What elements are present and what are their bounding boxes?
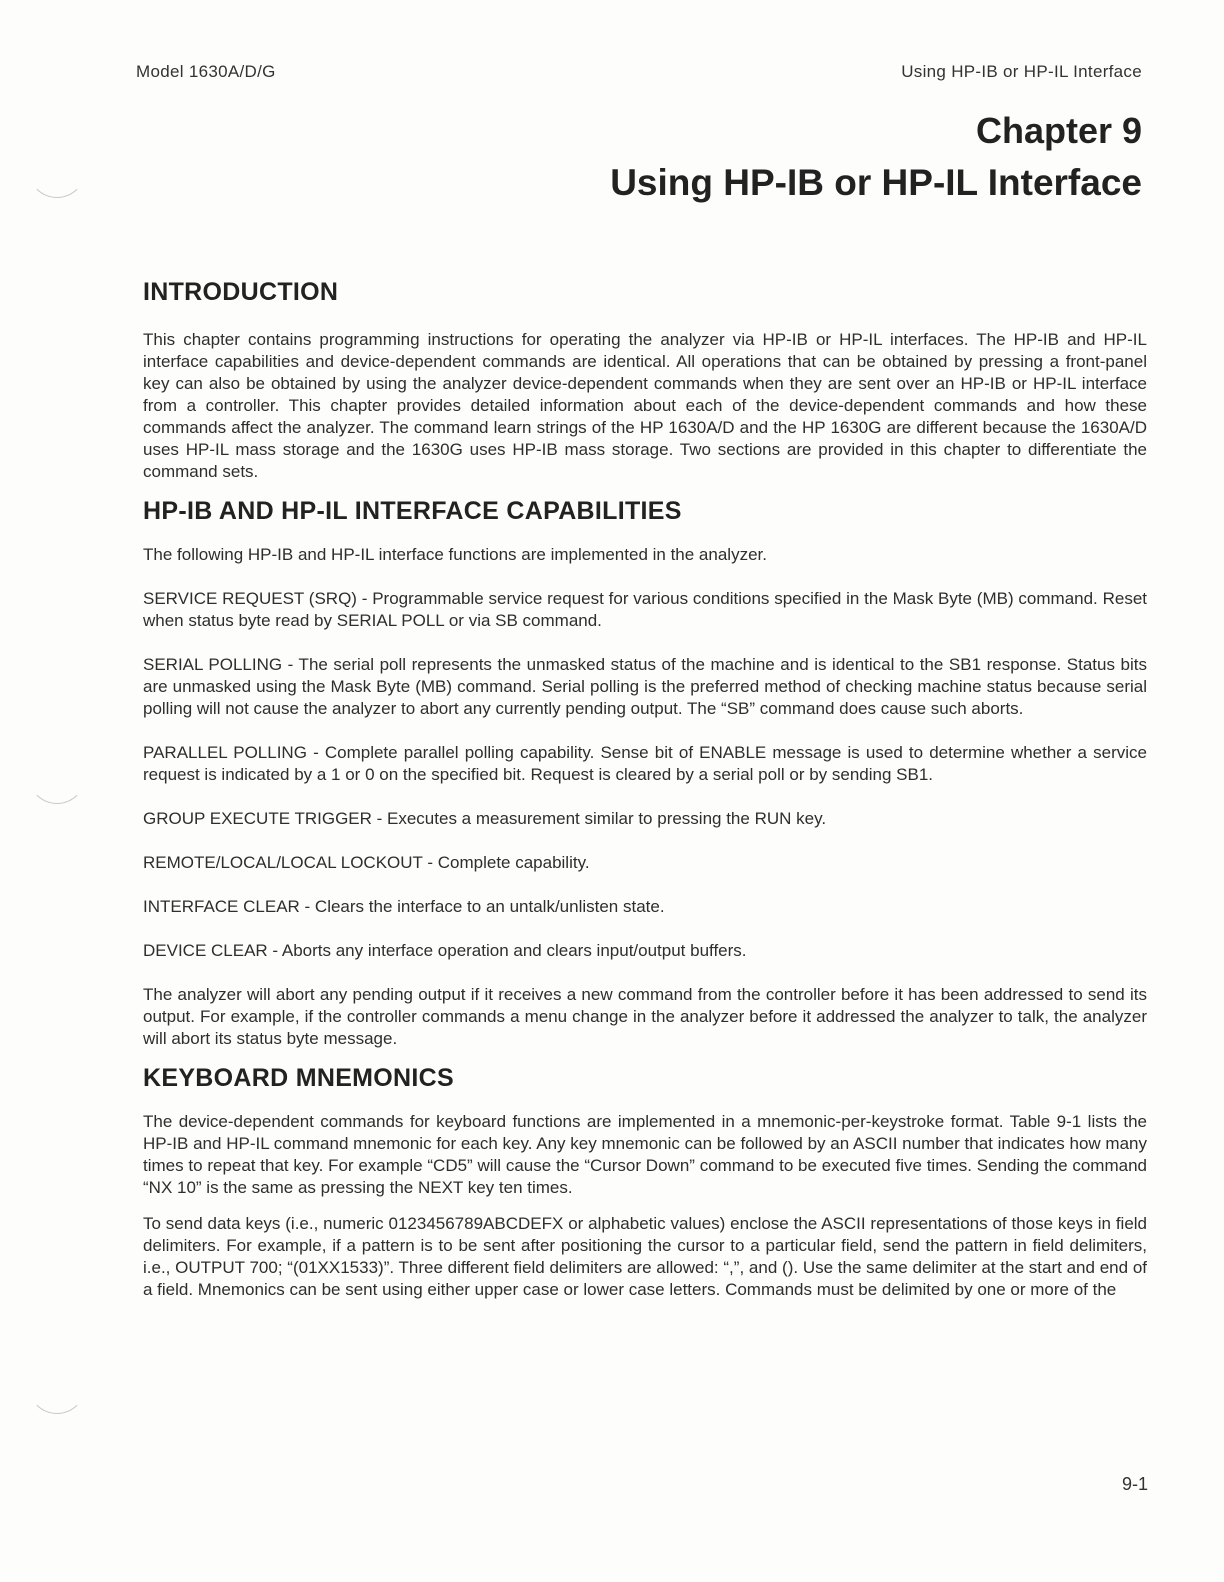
chapter-title: Using HP-IB or HP-IL Interface	[610, 162, 1142, 203]
keyboard-heading: KEYBOARD MNEMONICS	[143, 1064, 454, 1092]
running-header-title: Using HP-IB or HP-IL Interface	[901, 62, 1142, 81]
capability-item-parallel-polling: PARALLEL POLLING - Complete parallel polling capability. Sense bit of ENABLE message is used to determine whether a service request is indicated by a 1 or 0 on the specified bit. Request is cleared by a serial poll or by sending SB1.	[143, 743, 1147, 784]
page-number: 9-1	[1121, 1474, 1148, 1494]
chapter-number: Chapter 9	[975, 110, 1142, 151]
introduction-heading: INTRODUCTION	[143, 278, 339, 306]
capability-item-device-clear: DEVICE CLEAR - Aborts any interface operation and clears input/output buffers.	[143, 941, 747, 960]
binder-hole-middle	[28, 746, 86, 804]
binder-hole-bottom	[28, 1356, 86, 1414]
capability-item-interface-clear: INTERFACE CLEAR - Clears the interface to an untalk/unlisten state.	[143, 897, 665, 916]
running-header-model: Model 1630A/D/G	[136, 62, 276, 81]
capability-item-srq: SERVICE REQUEST (SRQ) - Programmable service request for various conditions specified in the Mask Byte (MB) command. Reset when status byte read by SERIAL POLL or via SB command.	[143, 589, 1147, 630]
capabilities-closing: The analyzer will abort any pending output if it receives a new command from the controller before it has been addressed to send its output. For example, if the controller commands a menu change in the analyzer before it addressed the analyzer to talk, the analyzer will abort its status byte message.	[143, 985, 1147, 1048]
keyboard-paragraph-2: To send data keys (i.e., numeric 0123456789ABCDEFX or alphabetic values) enclose the ASCII representations of those keys in field delimiters. For example, if a pattern is to be sent after positioning the cursor to a particular field, send the pattern in field delimiters, i.e., OUTPUT 700; “(01XX1533)”. Three different field delimiters are allowed: “,”, and (). Use the same delimiter at the start and end of a field. Mnemonics can be sent using either upper case or lower case letters. Commands must be delimited by one or more of the	[143, 1214, 1147, 1299]
capability-item-group-execute-trigger: GROUP EXECUTE TRIGGER - Executes a measurement similar to pressing the RUN key.	[143, 809, 827, 828]
keyboard-paragraph-1: The device-dependent commands for keyboard functions are implemented in a mnemonic-per-keystroke format. Table 9-1 lists the HP-IB and HP-IL command mnemonic for each key. Any key mnemonic can be followed by an ASCII number that indicates how many times to repeat that key. For example “CD5” will cause the “Cursor Down” command to be executed five times. Sending the command “NX 10” is the same as pressing the NEXT key ten times.	[143, 1112, 1147, 1197]
introduction-paragraph: This chapter contains programming instructions for operating the analyzer via HP-IB or HP-IL interfaces. The HP-IB and HP-IL interface capabilities and device-dependent commands are identical. All operations that can be obtained by pressing a front-panel key can also be obtained by using the analyzer device-dependent commands when they are sent over an HP-IB or HP-IL interface from a controller. This chapter provides detailed information about each of the device-dependent commands and how these commands affect the analyzer. The command learn strings of the HP 1630A/D and the HP 1630G are different because the 1630A/D uses HP-IL mass storage and the 1630G uses HP-IB mass storage. Two sections are provided in this chapter to differentiate the command sets.	[143, 330, 1147, 481]
capability-item-remote-local: REMOTE/LOCAL/LOCAL LOCKOUT - Complete capability.	[143, 853, 590, 872]
binder-hole-top	[28, 140, 86, 198]
page-content	[143, 270, 1147, 1315]
capabilities-intro: The following HP-IB and HP-IL interface functions are implemented in the analyzer.	[143, 545, 767, 564]
capability-item-serial-polling: SERIAL POLLING - The serial poll represents the unmasked status of the machine and is identical to the SB1 response. Status bits are unmasked using the Mask Byte (MB) command. Serial polling is the preferred method of checking machine status because serial polling will not cause the analyzer to abort any currently pending output. The “SB” command does cause such aborts.	[143, 655, 1147, 718]
capabilities-heading: HP-IB AND HP-IL INTERFACE CAPABILITIES	[143, 497, 682, 525]
